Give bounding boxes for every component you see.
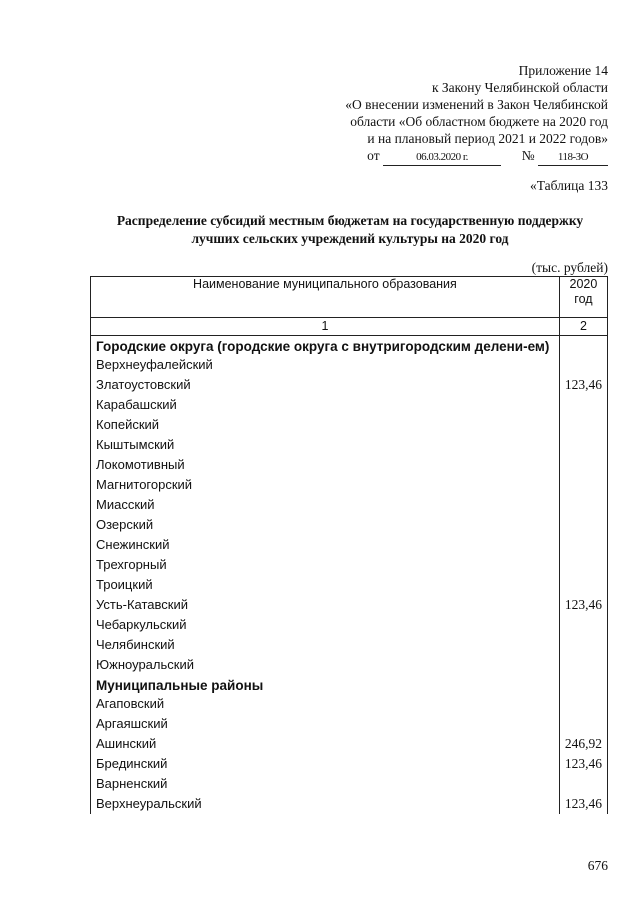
table-header-row — [91, 277, 608, 318]
appendix-line: и на плановый период 2021 и 2022 годов» — [367, 131, 608, 146]
table-row — [91, 754, 608, 774]
table-row — [91, 475, 608, 495]
section-title: Муниципальные районы — [91, 675, 560, 694]
section-value — [559, 675, 607, 694]
appendix-header — [345, 62, 608, 166]
subsidy-amount — [559, 515, 607, 535]
appendix-line: области «Об областном бюджете на 2020 год — [350, 114, 608, 129]
document-title — [90, 212, 610, 248]
subsidy-amount — [559, 575, 607, 595]
subsidy-amount — [559, 555, 607, 575]
municipality-name: Карабашский — [91, 395, 560, 415]
table-row — [91, 655, 608, 675]
table-row — [91, 595, 608, 615]
column-number: 1 — [91, 318, 560, 336]
municipality-name: Кыштымский — [91, 435, 560, 455]
municipality-name: Агаповский — [91, 694, 560, 714]
subsidy-amount — [559, 774, 607, 794]
table-row — [91, 555, 608, 575]
section-row — [91, 675, 608, 694]
municipality-name: Ашинский — [91, 734, 560, 754]
table-row — [91, 435, 608, 455]
table-row — [91, 794, 608, 814]
subsidy-amount — [559, 714, 607, 734]
subsidy-table — [90, 276, 608, 814]
law-date-number-line — [367, 147, 608, 166]
units-label: (тыс. рублей) — [531, 260, 608, 275]
subsidy-amount — [559, 694, 607, 714]
municipality-name: Трехгорный — [91, 555, 560, 575]
subsidy-amount — [559, 475, 607, 495]
law-number: 118-ЗО — [538, 150, 608, 166]
subsidy-amount — [559, 355, 607, 375]
header-municipality: Наименование муниципального образования — [91, 277, 560, 318]
table-row — [91, 615, 608, 635]
municipality-name: Троицкий — [91, 575, 560, 595]
subsidy-amount: 123,46 — [559, 375, 607, 395]
table-row — [91, 694, 608, 714]
title-line: лучших сельских учреждений культуры на 2020 год — [191, 231, 509, 246]
table-label: «Таблица 133 — [530, 178, 608, 193]
table-row — [91, 355, 608, 375]
page-number: 676 — [587, 858, 608, 873]
subsidy-amount — [559, 455, 607, 475]
table-row — [91, 515, 608, 535]
appendix-line: Приложение 14 — [518, 63, 608, 78]
municipality-name: Аргаяшский — [91, 714, 560, 734]
municipality-name: Усть-Катавский — [91, 595, 560, 615]
subsidy-amount: 123,46 — [559, 595, 607, 615]
municipality-name: Южноуральский — [91, 655, 560, 675]
column-number-row — [91, 318, 608, 336]
column-number: 2 — [559, 318, 607, 336]
municipality-name: Магнитогорский — [91, 475, 560, 495]
section-title: Городские округа (городские округа с внутригородским делени-ем) — [91, 336, 560, 356]
municipality-name: Локомотивный — [91, 455, 560, 475]
table-body — [91, 277, 608, 815]
table-row — [91, 714, 608, 734]
municipality-name: Верхнеуральский — [91, 794, 560, 814]
municipality-name: Чебаркульский — [91, 615, 560, 635]
subsidy-amount — [559, 655, 607, 675]
appendix-line: «О внесении изменений в Закон Челябинской — [345, 97, 608, 112]
municipality-name: Снежинский — [91, 535, 560, 555]
table-row — [91, 575, 608, 595]
header-year: 2020 год — [559, 277, 607, 318]
municipality-name: Озерский — [91, 515, 560, 535]
subsidy-amount: 123,46 — [559, 794, 607, 814]
subsidy-amount — [559, 435, 607, 455]
section-row — [91, 336, 608, 356]
table-row — [91, 395, 608, 415]
subsidy-amount — [559, 415, 607, 435]
law-date: 06.03.2020 г. — [383, 150, 501, 166]
table-row — [91, 455, 608, 475]
table-row — [91, 495, 608, 515]
table-row — [91, 635, 608, 655]
table-row — [91, 535, 608, 555]
subsidy-amount — [559, 615, 607, 635]
subsidy-amount — [559, 395, 607, 415]
section-value — [559, 336, 607, 356]
municipality-name: Миасский — [91, 495, 560, 515]
table-row — [91, 774, 608, 794]
date-prefix: от — [367, 148, 380, 163]
municipality-name: Челябинский — [91, 635, 560, 655]
subsidy-amount — [559, 535, 607, 555]
municipality-name: Брединский — [91, 754, 560, 774]
number-prefix: № — [521, 148, 535, 163]
table-row — [91, 734, 608, 754]
table-row — [91, 375, 608, 395]
municipality-name: Копейский — [91, 415, 560, 435]
municipality-name: Варненский — [91, 774, 560, 794]
subsidy-amount: 123,46 — [559, 754, 607, 774]
municipality-name: Златоустовский — [91, 375, 560, 395]
title-line: Распределение субсидий местным бюджетам на государственную поддержку — [116, 213, 584, 228]
appendix-line: к Закону Челябинской области — [431, 80, 608, 95]
subsidy-amount — [559, 495, 607, 515]
subsidy-amount: 246,92 — [559, 734, 607, 754]
table-row — [91, 415, 608, 435]
subsidy-amount — [559, 635, 607, 655]
municipality-name: Верхнеуфалейский — [91, 355, 560, 375]
